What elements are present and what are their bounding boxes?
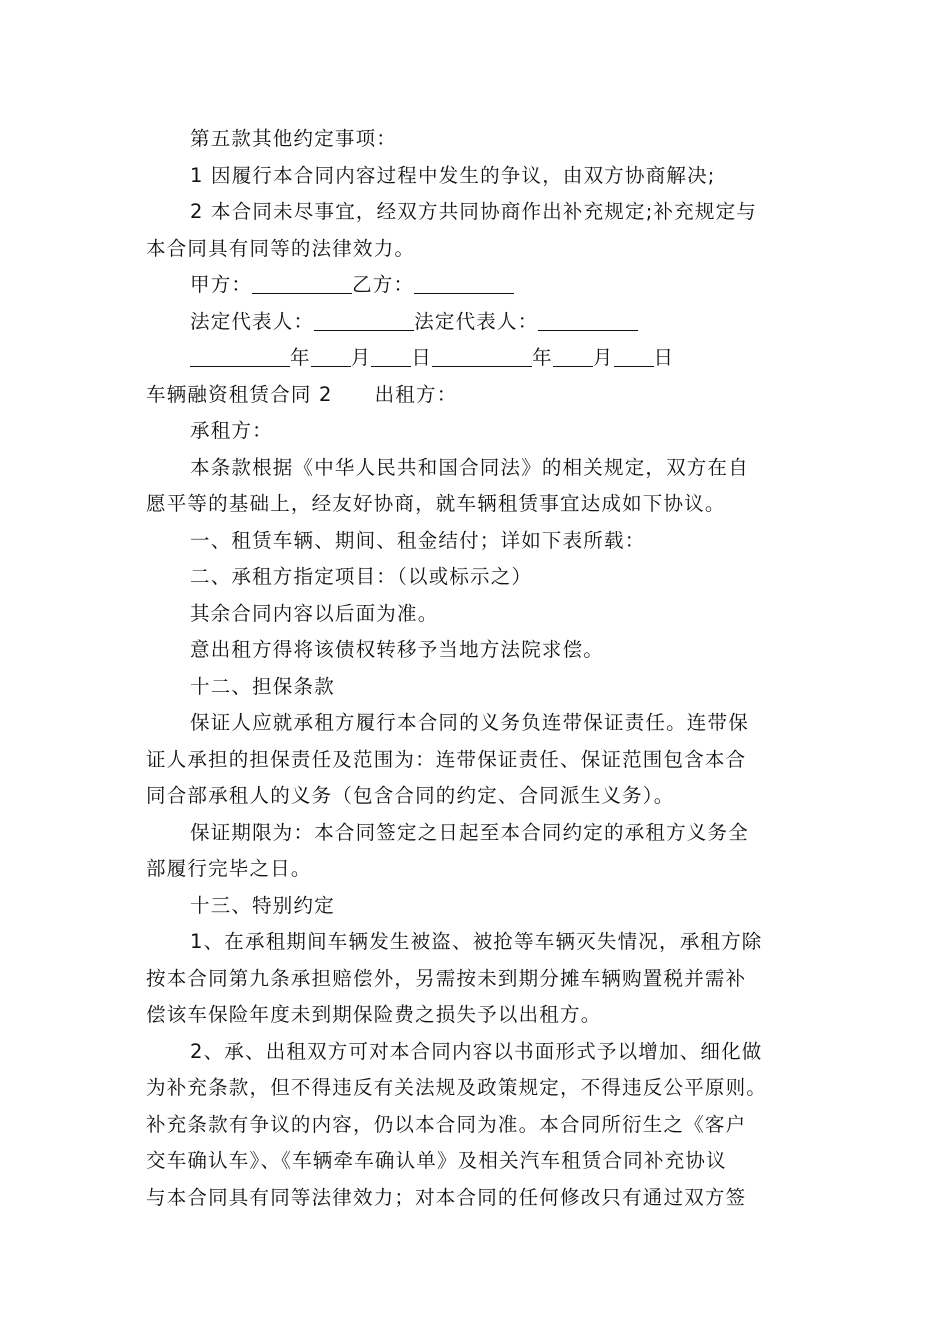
rep-a-blank: [314, 310, 414, 331]
section-heading: 十三、特别约定: [190, 893, 335, 917]
paragraph: 本合同具有同等的法律效力。: [146, 236, 416, 260]
party-a-label: 甲方：: [190, 273, 253, 296]
paragraph: 交车确认车》、《车辆牵车确认单》及相关汽车租赁合同补充协议: [146, 1149, 727, 1172]
paragraph: 与本合同具有同等法律效力；对本合同的任何修改只有通过双方签: [146, 1185, 747, 1209]
month-b-blank: [553, 346, 593, 367]
clause-heading: 第五款其他约定事项：: [190, 127, 398, 150]
paragraph: 愿平等的基础上，经友好协商，就车辆租赁事宜达成如下协议。: [146, 492, 726, 515]
signature-parties-line: [146, 267, 816, 304]
signature-date-line: [146, 340, 816, 377]
year-a-blank: [190, 346, 290, 367]
day-b-blank: [614, 346, 654, 367]
paragraph: 本条款根据《中华人民共和国合同法》的相关规定，双方在自: [190, 455, 749, 479]
signature-representatives-line: [146, 304, 816, 341]
paragraph: 2 本合同未尽事宜，经双方共同协商作出补充规定;补充规定与: [190, 200, 757, 223]
paragraph: 一、租赁车辆、期间、租金结付；详如下表所载：: [190, 528, 646, 552]
paragraph: 1 因履行本合同内容过程中发生的争议，由双方协商解决;: [190, 163, 716, 187]
party-a-blank: [252, 273, 352, 294]
paragraph: 为补充条款，但不得违反有关法规及政策规定，不得违反公平原则。: [146, 1076, 768, 1099]
month-label: 月: [592, 346, 614, 369]
party-b-blank: [414, 273, 514, 294]
month-a-blank: [311, 346, 351, 367]
day-label: 日: [653, 346, 675, 369]
lessor-label: 出租方：: [374, 382, 458, 406]
paragraph: 1、在承租期间车辆发生被盗、被抢等车辆灭失情况，承租方除: [190, 930, 763, 953]
paragraph: 2、承、出租双方可对本合同内容以书面形式予以增加、细化做: [190, 1039, 763, 1063]
year-label: 年: [290, 346, 311, 369]
party-b-label: 乙方：: [352, 273, 415, 296]
rep-b-label: 法定代表人：: [414, 309, 539, 333]
paragraph: 保证人应就承租方履行本合同的义务负连带保证责任。连带保: [190, 711, 749, 734]
paragraph: 偿该车保险年度未到期保险费之损失予以出租方。: [146, 1003, 602, 1026]
section-heading: 十二、担保条款: [190, 674, 335, 698]
document-body: [146, 121, 816, 1216]
year-label: 年: [532, 346, 553, 369]
paragraph: 部履行完毕之日。: [146, 857, 312, 880]
paragraph: 证人承担的担保责任及范围为：连带保证责任、保证范围包含本合: [146, 747, 747, 771]
rep-b-blank: [538, 310, 638, 331]
paragraph: 其余合同内容以后面为准。: [190, 601, 439, 625]
paragraph: 保证期限为：本合同签定之日起至本合同约定的承租方义务全: [190, 820, 749, 844]
rep-a-label: 法定代表人：: [190, 309, 315, 333]
paragraph: 按本合同第九条承担赔偿外，另需按未到期分摊车辆购置税并需补: [146, 966, 747, 990]
paragraph: 二、承租方指定项目：（以或标示之）: [190, 565, 533, 588]
year-b-blank: [432, 346, 532, 367]
paragraph: 补充条款有争议的内容，仍以本合同为准。本合同所衍生之《客户: [146, 1112, 747, 1136]
contract-title-line: [146, 377, 816, 414]
contract-title: 车辆融资租赁合同 2: [146, 382, 333, 406]
paragraph: 意出租方得将该债权转移予当地方法院求偿。: [190, 638, 605, 661]
day-label: 日: [411, 346, 433, 369]
month-label: 月: [350, 346, 372, 369]
paragraph: 同合部承租人的义务（包含合同的约定、合同派生义务）。: [146, 784, 675, 807]
day-a-blank: [371, 346, 411, 367]
lessee-label: 承租方：: [190, 419, 273, 442]
